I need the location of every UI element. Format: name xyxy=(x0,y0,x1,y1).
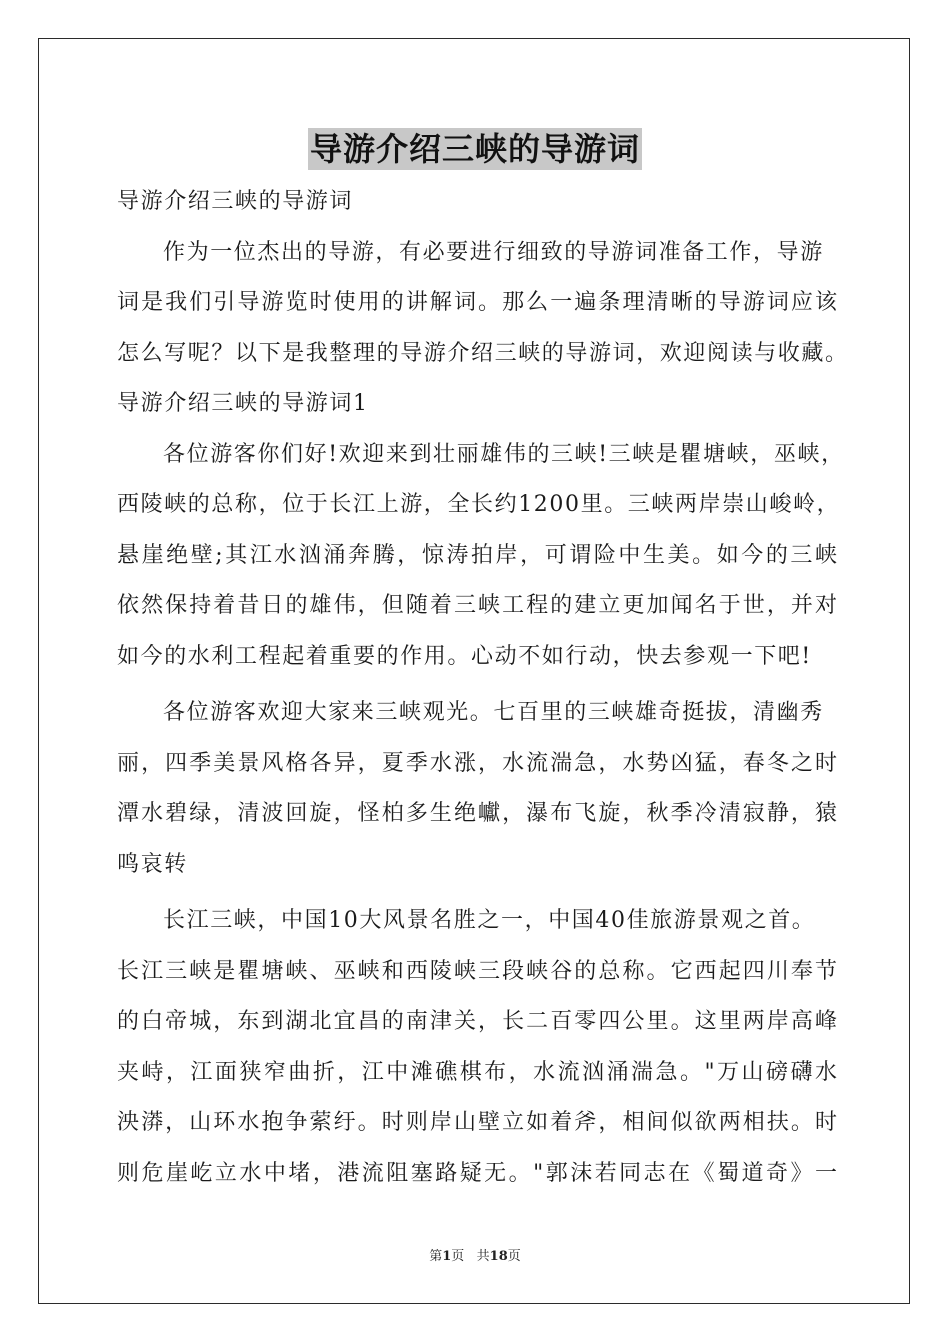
paragraph-line: 西陵峡的总称，位于长江上游，全长约1200里。三峡两岸崇山峻岭， xyxy=(117,492,841,517)
subtitle-line: 导游介绍三峡的导游词 xyxy=(117,189,354,214)
current-page: 1 xyxy=(442,1249,452,1264)
paragraph-line: 的白帝城，东到湖北宜昌的南津关，长二百零四公里。这里两岸高峰 xyxy=(117,1009,837,1034)
paragraph-line: 则危崖屹立水中堵，港流阻塞路疑无。"郭沫若同志在《蜀道奇》一 xyxy=(117,1160,837,1186)
paragraph-line: 各位游客你们好!欢迎来到壮丽雄伟的三峡!三峡是瞿塘峡，巫峡， xyxy=(163,441,845,467)
title-area xyxy=(0,128,950,170)
total-pages: 18 xyxy=(489,1249,508,1264)
page-label-mid: 页 共 xyxy=(451,1249,490,1264)
intro-line: 作为一位杰出的导游，有必要进行细致的导游词准备工作，导游 xyxy=(163,239,824,265)
paragraph-line: 长江三峡，中国10大风景名胜之一，中国40佳旅游景观之首。 xyxy=(163,908,816,933)
intro-line: 怎么写呢？以下是我整理的导游介绍三峡的导游词，欢迎阅读与收藏。 xyxy=(117,340,849,366)
paragraph-line: 鸣哀转 xyxy=(117,851,188,877)
paragraph-line: 泱漭，山环水抱争萦纡。时则岸山壁立如着斧，相间似欲两相扶。时 xyxy=(117,1110,837,1135)
document-body xyxy=(117,177,849,1199)
page-number xyxy=(0,1245,950,1264)
document-title: 导游介绍三峡的导游词 xyxy=(309,130,640,168)
paragraph-line: 依然保持着昔日的雄伟，但随着三峡工程的建立更加闻名于世，并对 xyxy=(117,593,837,618)
paragraph-line: 潭水碧绿，清波回旋，怪柏多生绝巘，瀑布飞旋，秋季冷清寂静，猿 xyxy=(117,801,837,826)
paragraph-line: 悬崖绝壁;其江水汹涌奔腾，惊涛拍岸，可谓险中生美。如今的三峡 xyxy=(117,542,837,568)
paragraph-line: 长江三峡是瞿塘峡、巫峡和西陵峡三段峡谷的总称。它西起四川奉节 xyxy=(117,958,837,984)
section-heading: 导游介绍三峡的导游词1 xyxy=(117,391,369,416)
paragraph-line: 如今的水利工程起着重要的作用。心动不如行动，快去参观一下吧! xyxy=(117,643,812,669)
paragraph-line: 丽，四季美景风格各异，夏季水涨，水流湍急，水势凶猛，春冬之时 xyxy=(117,750,837,776)
page-label-suffix: 页 xyxy=(507,1249,521,1264)
intro-line: 词是我们引导游览时使用的讲解词。那么一遍条理清晰的导游词应该 xyxy=(117,290,837,315)
paragraph-line: 各位游客欢迎大家来三峡观光。七百里的三峡雄奇挺拔，清幽秀 xyxy=(163,700,824,725)
page-label-prefix: 第 xyxy=(429,1249,443,1264)
paragraph-line: 夹峙，江面狭窄曲折，江中滩礁棋布，水流汹涌湍急。"万山磅礴水 xyxy=(117,1059,837,1085)
